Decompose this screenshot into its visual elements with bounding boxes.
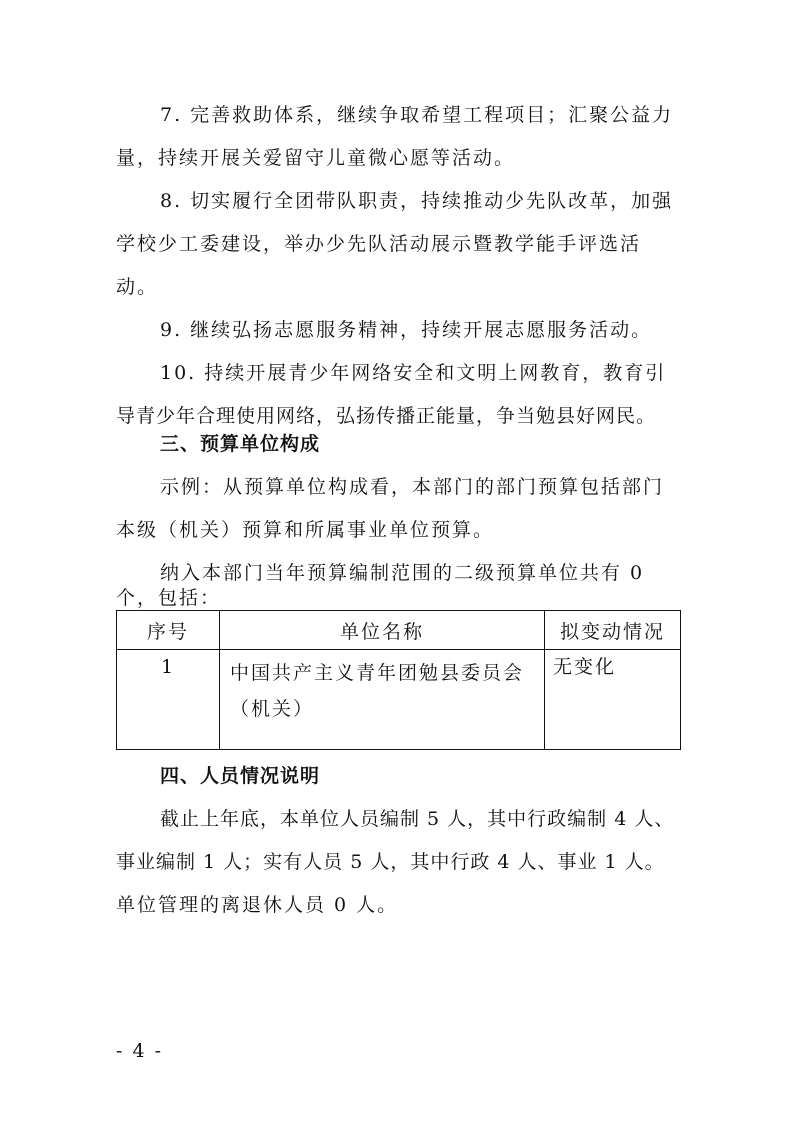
section-4-line-2: 事业编制 1 人；实有人员 5 人，其中行政 4 人、事业 1 人。 [116, 851, 665, 873]
page-number: - 4 - [116, 1040, 164, 1062]
table-row [117, 649, 680, 749]
row-change-status: 无变化 [553, 656, 617, 678]
paragraph-8-line-2: 学校少工委建设，举办少先队活动展示暨教学能手评选活 [116, 233, 642, 255]
header-unit-name: 单位名称 [220, 611, 545, 649]
paragraph-10-line-2: 导青少年合理使用网络，弘扬传播正能量，争当勉县好网民。 [116, 405, 657, 427]
section-3-count-line-2: 个，包括： [116, 587, 222, 609]
header-index: 序号 [117, 611, 220, 649]
paragraph-8-line-1: 8. 切实履行全团带队职责，持续推动少先队改革，加强 [160, 190, 674, 212]
table-header-row [117, 611, 680, 650]
section-3-count-line-1: 纳入本部门当年预算编制范围的二级预算单位共有 0 [160, 562, 645, 584]
paragraph-8-line-3: 动。 [116, 276, 159, 298]
budget-unit-table [116, 610, 681, 750]
section-3-heading: 三、预算单位构成 [160, 433, 321, 455]
header-change-status: 拟变动情况 [559, 620, 665, 643]
row-unit-name-line-2: （机关） [230, 698, 315, 720]
section-4-line-3: 单位管理的离退休人员 0 人。 [116, 894, 399, 916]
row-unit-name [220, 649, 545, 749]
row-index: 1 [117, 649, 220, 749]
section-3-example-line-2: 本级（机关）预算和所属事业单位预算。 [116, 519, 495, 541]
row-unit-name-line-1: 中国共产主义青年团勉县委员会 [230, 662, 525, 684]
section-4-heading: 四、人员情况说明 [160, 765, 321, 787]
paragraph-10-line-1: 10. 持续开展青少年网络安全和文明上网教育，教育引 [160, 362, 667, 384]
paragraph-7-line-1: 7. 完善救助体系，继续争取希望工程项目；汇聚公益力 [160, 104, 674, 126]
paragraph-7-line-2: 量，持续开展关爱留守儿童微心愿等活动。 [116, 147, 516, 169]
section-4-line-1: 截止上年底，本单位人员编制 5 人，其中行政编制 4 人、 [160, 808, 675, 830]
section-3-example-line-1: 示例：从预算单位构成看，本部门的部门预算包括部门 [160, 476, 665, 498]
paragraph-9-line-1: 9. 继续弘扬志愿服务精神，持续开展志愿服务活动。 [160, 319, 653, 341]
